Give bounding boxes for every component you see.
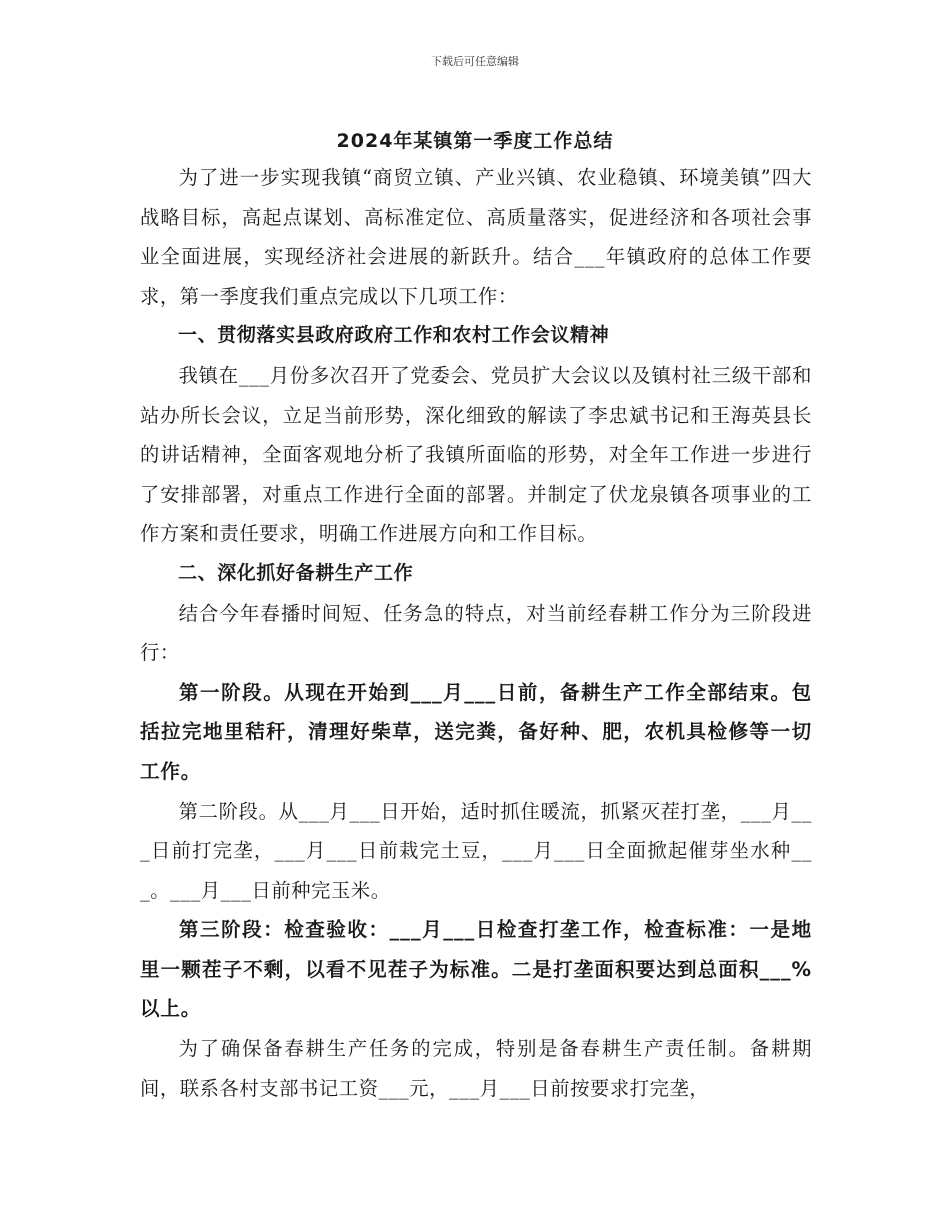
section-1-paragraph: 我镇在___月份多次召开了党委会、党员扩大会议以及镇村社三级干部和站办所长会议，立足当前形势，深化细致的解读了李忠斌书记和王海英县长的讲话精神，全面客观地分析了我镇所面临的形势，对全年工作进一步进行了安排部署，对重点工作进行全面的部署。并制定了伏龙泉镇各项事业的工作方案和责任要求，明确工作进展方向和工作目标。 — [140, 363, 812, 546]
stage-3-paragraph: 第三阶段：检查验收：___月___日检查打垄工作，检查标准：一是地里一颗茬子不剩，以看不见茬子为标准。二是打垄面积要达到总面积___%以上。 — [140, 918, 812, 1021]
section-heading-1: 一、贯彻落实县政府政府工作和农村工作会议精神 — [178, 324, 610, 347]
stage-2-paragraph: 第二阶段。从___月___日开始，适时抓住暖流，抓紧灭茬打垄，___月___日前打完垄，___月___日前栽完土豆，___月___日全面掀起催芽坐水种___。___月___日前种完玉米。 — [140, 799, 812, 902]
page-header-note: 下载后可任意编辑 — [431, 55, 519, 68]
section-heading-2: 二、深化抓好备耕生产工作 — [178, 561, 414, 584]
document-title: 2024年某镇第一季度工作总结 — [336, 130, 614, 152]
responsibility-paragraph: 为了确保备春耕生产任务的完成，特别是备春耕生产责任制。备耕期间，联系各村支部书记工资___元，___月___日前按要求打完垄， — [140, 1037, 812, 1100]
stage-1-paragraph: 第一阶段。从现在开始到___月___日前，备耕生产工作全部结束。包括拉完地里秸秆，清理好柴草，送完粪，备好种、肥，农机具检修等一切工作。 — [140, 680, 812, 783]
document-body — [140, 158, 812, 1108]
intro-paragraph: 为了进一步实现我镇“商贸立镇、产业兴镇、农业稳镇、环境美镇”四大战略目标，高起点谋划、高标准定位、高质量落实，促进经济和各项社会事业全面进展，实现经济社会进展的新跃升。结合___年镇政府的总体工作要求，第一季度我们重点完成以下几项工作： — [140, 166, 812, 308]
section-2-paragraph: 结合今年春播时间短、任务急的特点，对当前经春耕工作分为三阶段进行： — [140, 601, 812, 665]
